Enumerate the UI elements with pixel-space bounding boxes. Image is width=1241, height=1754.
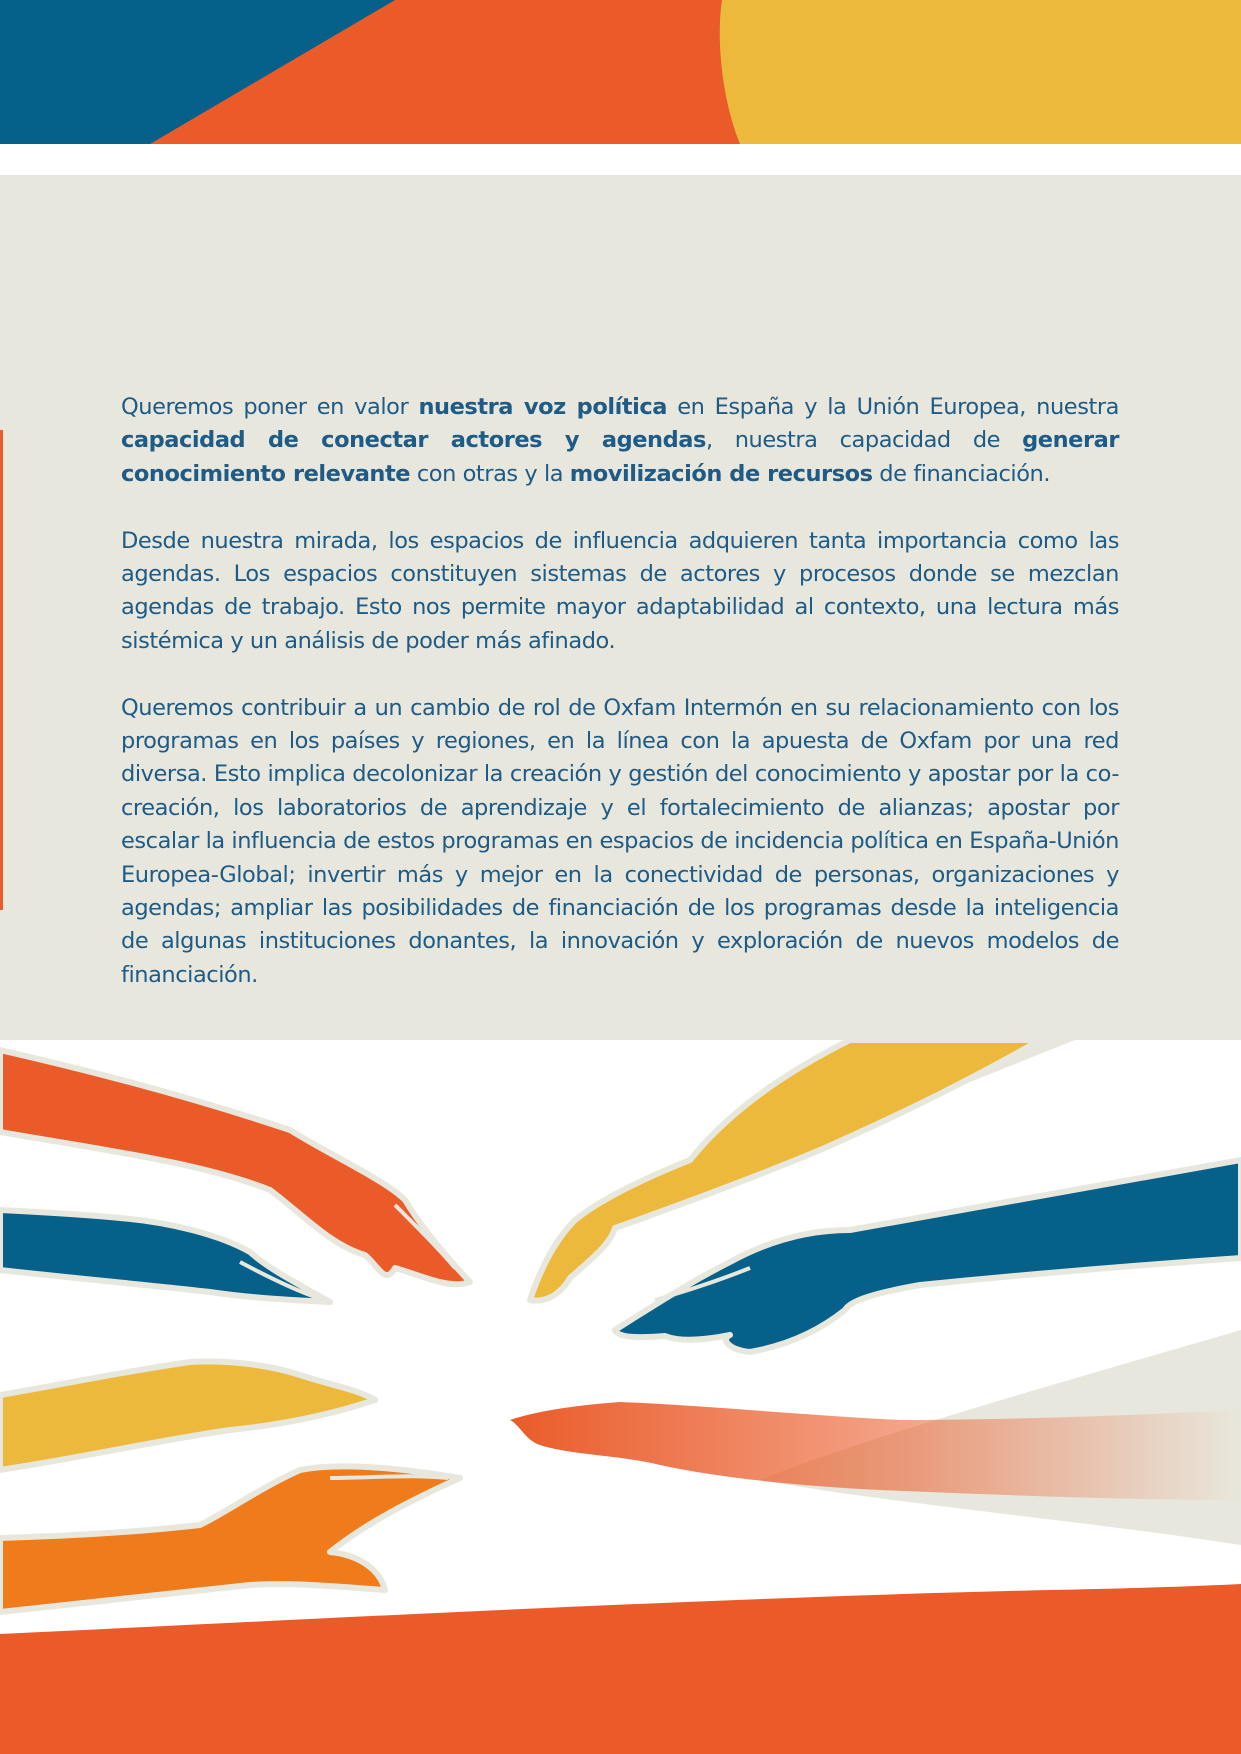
text-segment: en España y la Unión Europea, nuestra [667, 394, 1119, 420]
paragraph-1 [121, 391, 1119, 491]
hand-orange-lower-left [0, 1466, 460, 1612]
text-segment: de financiación. [872, 460, 1051, 487]
text-segment: Desde nuestra mirada, los espacios de influencia adquieren tanta importancia como las agendas. Los espacios constituyen sistemas de actores y procesos donde se mezclan agendas de trabajo. Esto nos permite mayor adaptabilidad al contexto, una lectura más sistémica y un análisis de poder más afinado. [121, 527, 1119, 654]
text-segment: con otras y la [410, 460, 570, 487]
paragraph-3 [121, 692, 1119, 993]
banner-yellow-shape [720, 0, 1241, 144]
bold-phrase: nuestra voz política [418, 394, 668, 420]
hand-faded-right [510, 1402, 1241, 1500]
hands-illustration [0, 1040, 1241, 1754]
top-decorative-banner [0, 0, 1241, 144]
left-edge-accent [0, 430, 3, 910]
bold-phrase: capacidad de conectar actores y agendas [121, 427, 706, 454]
hand-blue-left [0, 1210, 330, 1302]
text-segment: Queremos contribuir a un cambio de rol de Oxfam Intermón en su relacionamiento con los programas en los países y regiones, en la línea con la apuesta de Oxfam por una red diversa. Esto implica decolonizar la creación y gestión del conocimiento y apostar por la co-creación, los laboratorios de aprendizaje y el fortalecimiento de alianzas; apostar por escalar la influencia de estos programas en espacios de incidencia política en España-Unión Europea-Global; invertir más y mejor en la conectividad de personas, organizaciones y agendas; ampliar las posibilidades de financiación de los programas desde la inteligencia de algunas instituciones donantes, la innovación y exploración de nuevos modelos de financiación. [121, 694, 1119, 988]
paragraph-2 [121, 525, 1119, 659]
bold-phrase: movilización de recursos [569, 460, 873, 487]
body-text [121, 391, 1119, 1026]
hand-yellow-left [0, 1362, 375, 1470]
bold-phrase: generar conocimiento relevante [121, 427, 1119, 487]
text-segment: Queremos poner en valor [121, 394, 419, 420]
text-segment: , nuestra capacidad de [705, 427, 1023, 454]
bottom-orange-wave [0, 1584, 1241, 1754]
